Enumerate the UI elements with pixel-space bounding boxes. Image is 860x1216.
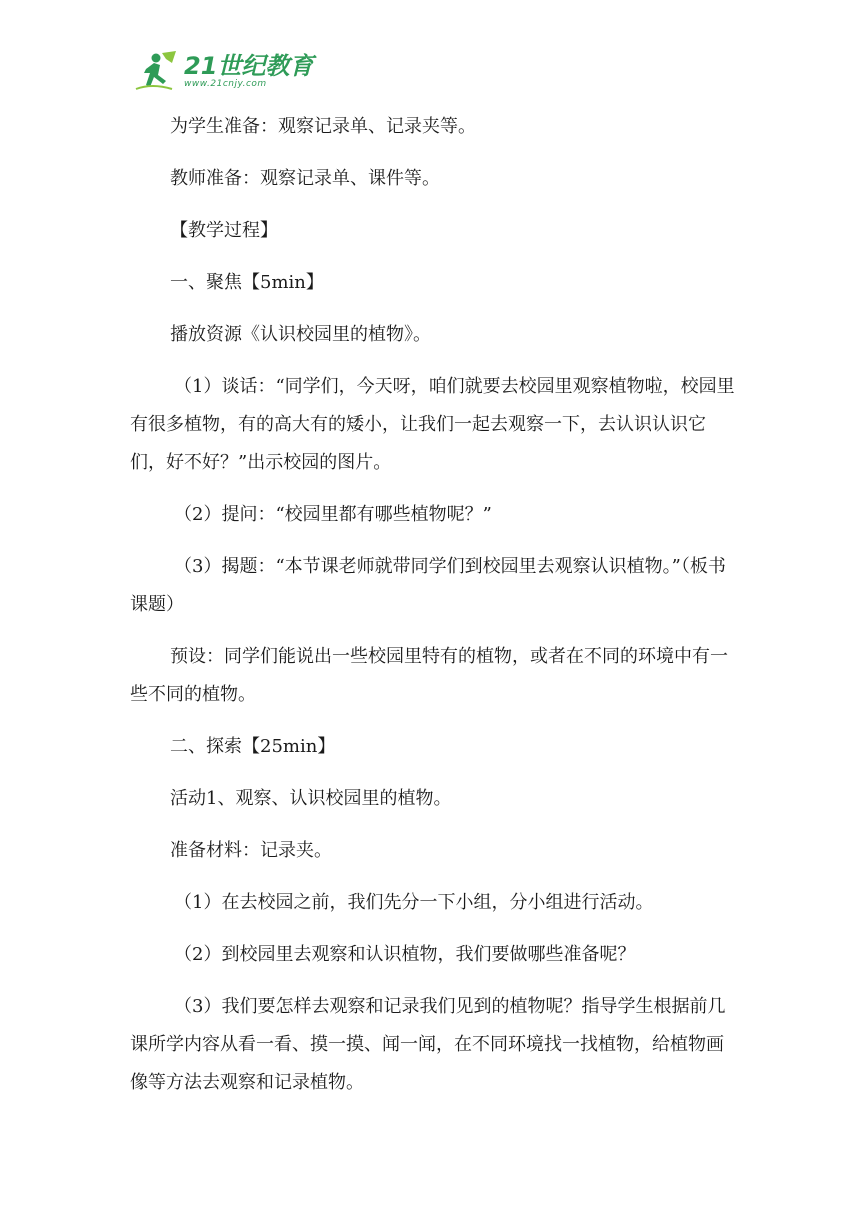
header-logo <box>132 48 313 94</box>
runner-logo-icon <box>132 49 180 93</box>
section-heading: 【教学过程】 <box>170 220 278 241</box>
section-heading: 二、探索【25min】 <box>170 736 336 757</box>
logo-text: 21世纪教育 <box>184 51 314 80</box>
paragraph: 播放资源《认识校园里的植物》。 <box>170 324 431 345</box>
logo-url: www.21cnjy.com <box>184 78 267 89</box>
paragraph: （3）揭题：“本节课老师就带同学们到校园里去观察认识植物。”（板书课题） <box>130 556 726 615</box>
paragraph: （3）我们要怎样去观察和记录我们见到的植物呢？指导学生根据前几课所学内容从看一看、摸一摸、闻一闻，在不同环境找一找植物，给植物画像等方法去观察和记录植物。 <box>130 996 726 1093</box>
paragraph: 教师准备：观察记录单、课件等。 <box>170 168 440 189</box>
paragraph: （2）提问：“校园里都有哪些植物呢？” <box>174 504 492 525</box>
document-body <box>130 108 736 1102</box>
paragraph: 预设：同学们能说出一些校园里特有的植物，或者在不同的环境中有一些不同的植物。 <box>130 646 728 705</box>
section-heading: 一、聚焦【5min】 <box>170 272 324 293</box>
paragraph: 为学生准备：观察记录单、记录夹等。 <box>170 116 476 137</box>
paragraph: （1）在去校园之前，我们先分一下小组，分小组进行活动。 <box>174 892 654 913</box>
paragraph: 准备材料：记录夹。 <box>170 840 332 861</box>
paragraph: （1）谈话：“同学们，今天呀，咱们就要去校园里观察植物啦，校园里有很多植物，有的高大有的矮小，让我们一起去观察一下，去认识认识它们，好不好？”出示校园的图片。 <box>130 376 735 473</box>
paragraph: （2）到校园里去观察和认识植物，我们要做哪些准备呢？ <box>174 944 636 965</box>
paragraph: 活动1、观察、认识校园里的植物。 <box>170 788 452 809</box>
